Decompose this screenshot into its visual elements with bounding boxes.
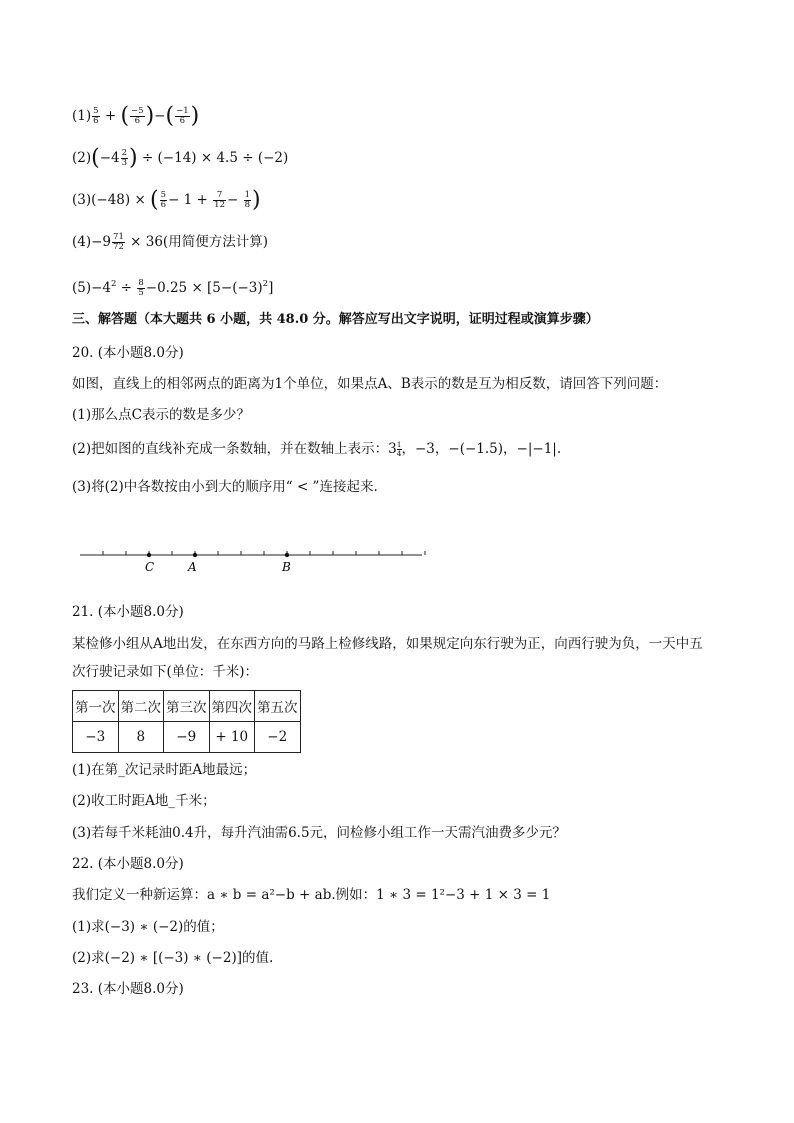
question-21-sub3: (3)若每千米耗油0.4升，每升汽油需6.5元，问检修小组工作一天需汽油费多少元？ bbox=[72, 825, 567, 841]
table-header-row bbox=[73, 691, 301, 722]
problem-2: (2)(−4 $\frac{2}{3}$ ) ÷ (−14) × 4.5 ÷ (−2) bbox=[72, 145, 289, 171]
question-20-sub1: (1)那么点C表示的数是多少？ bbox=[72, 407, 250, 423]
question-20-stem: 如图，直线上的相邻两点的距离为1个单位，如果点A、B表示的数是互为相反数，请回答下列问题： bbox=[72, 376, 668, 392]
problem-4: (4)−9 $\frac{71}{72}$ × 36(用简便方法计算) bbox=[72, 232, 268, 252]
question-22-sub1: (1)求(−3) ∗ (−2)的值； bbox=[72, 919, 224, 935]
table-cell: −2 bbox=[255, 722, 301, 753]
question-22-sub2: (2)求(−2) ∗ [(−3) ∗ (−2)]的值. bbox=[72, 950, 274, 966]
section-header: 三、解答题（本大题共 6 小题，共 48.0 分。解答应写出文字说明，证明过程或演算步骤） bbox=[72, 312, 599, 327]
problem-5: $(5)-4^2$ ÷ $\frac{8}{5}$ $-0.25 \times [5-(-3)^2]$ bbox=[72, 278, 274, 298]
question-22-definition: 我们定义一种新运算：a ∗ b = a²−b + ab.例如：1 ∗ 3 = 1²−3 + 1 × 3 = 1 bbox=[72, 887, 551, 903]
table-cell: −9 bbox=[164, 722, 210, 753]
point-a-dot bbox=[193, 553, 197, 557]
problem-3: (3)(−48) × ( $\frac{5}{6}$ − 1 + $\frac{7}{12}$ − $\frac{1}{8}$ ) bbox=[72, 187, 261, 213]
number-line-figure bbox=[76, 540, 436, 580]
fraction: $\frac{-5}{6}$ bbox=[131, 106, 144, 126]
problem-label: (5)−4 bbox=[72, 280, 112, 296]
table-cell: 8 bbox=[118, 722, 164, 753]
table-header-cell: 第一次 bbox=[73, 691, 119, 722]
point-b-label: B bbox=[282, 560, 291, 574]
fraction: $\frac{8}{5}$ bbox=[138, 278, 144, 298]
question-22-title: 22. (本小题8.0分) bbox=[72, 856, 184, 872]
table-header-cell: 第四次 bbox=[209, 691, 255, 722]
problem-label: (1) bbox=[72, 108, 92, 124]
question-21-sub1: (1)在第_次记录时距A地最远； bbox=[72, 762, 257, 778]
problem-label: (3)(−48) × bbox=[72, 192, 151, 208]
fraction: $\frac{1}{8}$ bbox=[244, 190, 251, 210]
table-row bbox=[73, 722, 301, 753]
point-a-label: A bbox=[188, 560, 197, 574]
question-21-sub2: (2)收工时距A地_千米； bbox=[72, 793, 216, 809]
table-cell: −3 bbox=[73, 722, 119, 753]
fraction: $\frac{2}{3}$ bbox=[121, 148, 128, 168]
table-cell: + 10 bbox=[209, 722, 255, 753]
fraction: $\frac{7}{12}$ bbox=[214, 190, 225, 210]
fraction: $\frac{71}{72}$ bbox=[113, 232, 124, 252]
point-c-dot bbox=[147, 553, 151, 557]
number-line-ticks bbox=[103, 551, 425, 555]
problem-label: (4)−9 bbox=[72, 234, 112, 250]
problem-label: (2) bbox=[72, 150, 92, 166]
point-b-dot bbox=[285, 553, 289, 557]
operator: + bbox=[104, 108, 117, 124]
point-c-label: C bbox=[145, 560, 155, 574]
question-20-sub3: (3)将(2)中各数按由小到大的顺序用“ < ”连接起来. bbox=[72, 479, 378, 495]
question-20-sub2: (2)把如图的直线补充成一条数轴，并在数轴上表示：3 $\frac{1}{4}$ ，−3，−(−1.5)，−|−1|. bbox=[72, 440, 562, 458]
operator: − bbox=[154, 108, 166, 124]
driving-record-table bbox=[72, 690, 301, 753]
problem-1: (1) $\frac{5}{6}$ + ( $\frac{-5}{6}$ )−( $\frac{-1}{6}$ ) bbox=[72, 103, 200, 129]
fraction: $\frac{5}{6}$ bbox=[93, 106, 99, 126]
question-20-title: 20. (本小题8.0分) bbox=[72, 345, 184, 361]
question-21-stem-2: 次行驶记录如下(单位：千米)： bbox=[72, 664, 259, 680]
table-header-cell: 第二次 bbox=[118, 691, 164, 722]
expression-rest: ÷ (−14) × 4.5 ÷ (−2) bbox=[141, 150, 289, 166]
table-header-cell: 第五次 bbox=[255, 691, 301, 722]
question-21-title: 21. (本小题8.0分) bbox=[72, 604, 184, 620]
fraction: $\frac{1}{4}$ bbox=[396, 440, 402, 458]
fraction: $\frac{5}{6}$ bbox=[160, 190, 167, 210]
question-23-title: 23. (本小题8.0分) bbox=[72, 981, 184, 997]
fraction: $\frac{-1}{6}$ bbox=[176, 106, 189, 126]
question-21-stem-1: 某检修小组从A地出发，在东西方向的马路上检修线路，如果规定向东行驶为正，向西行驶为负，一天中五 bbox=[72, 636, 703, 652]
table-header-cell: 第三次 bbox=[164, 691, 210, 722]
